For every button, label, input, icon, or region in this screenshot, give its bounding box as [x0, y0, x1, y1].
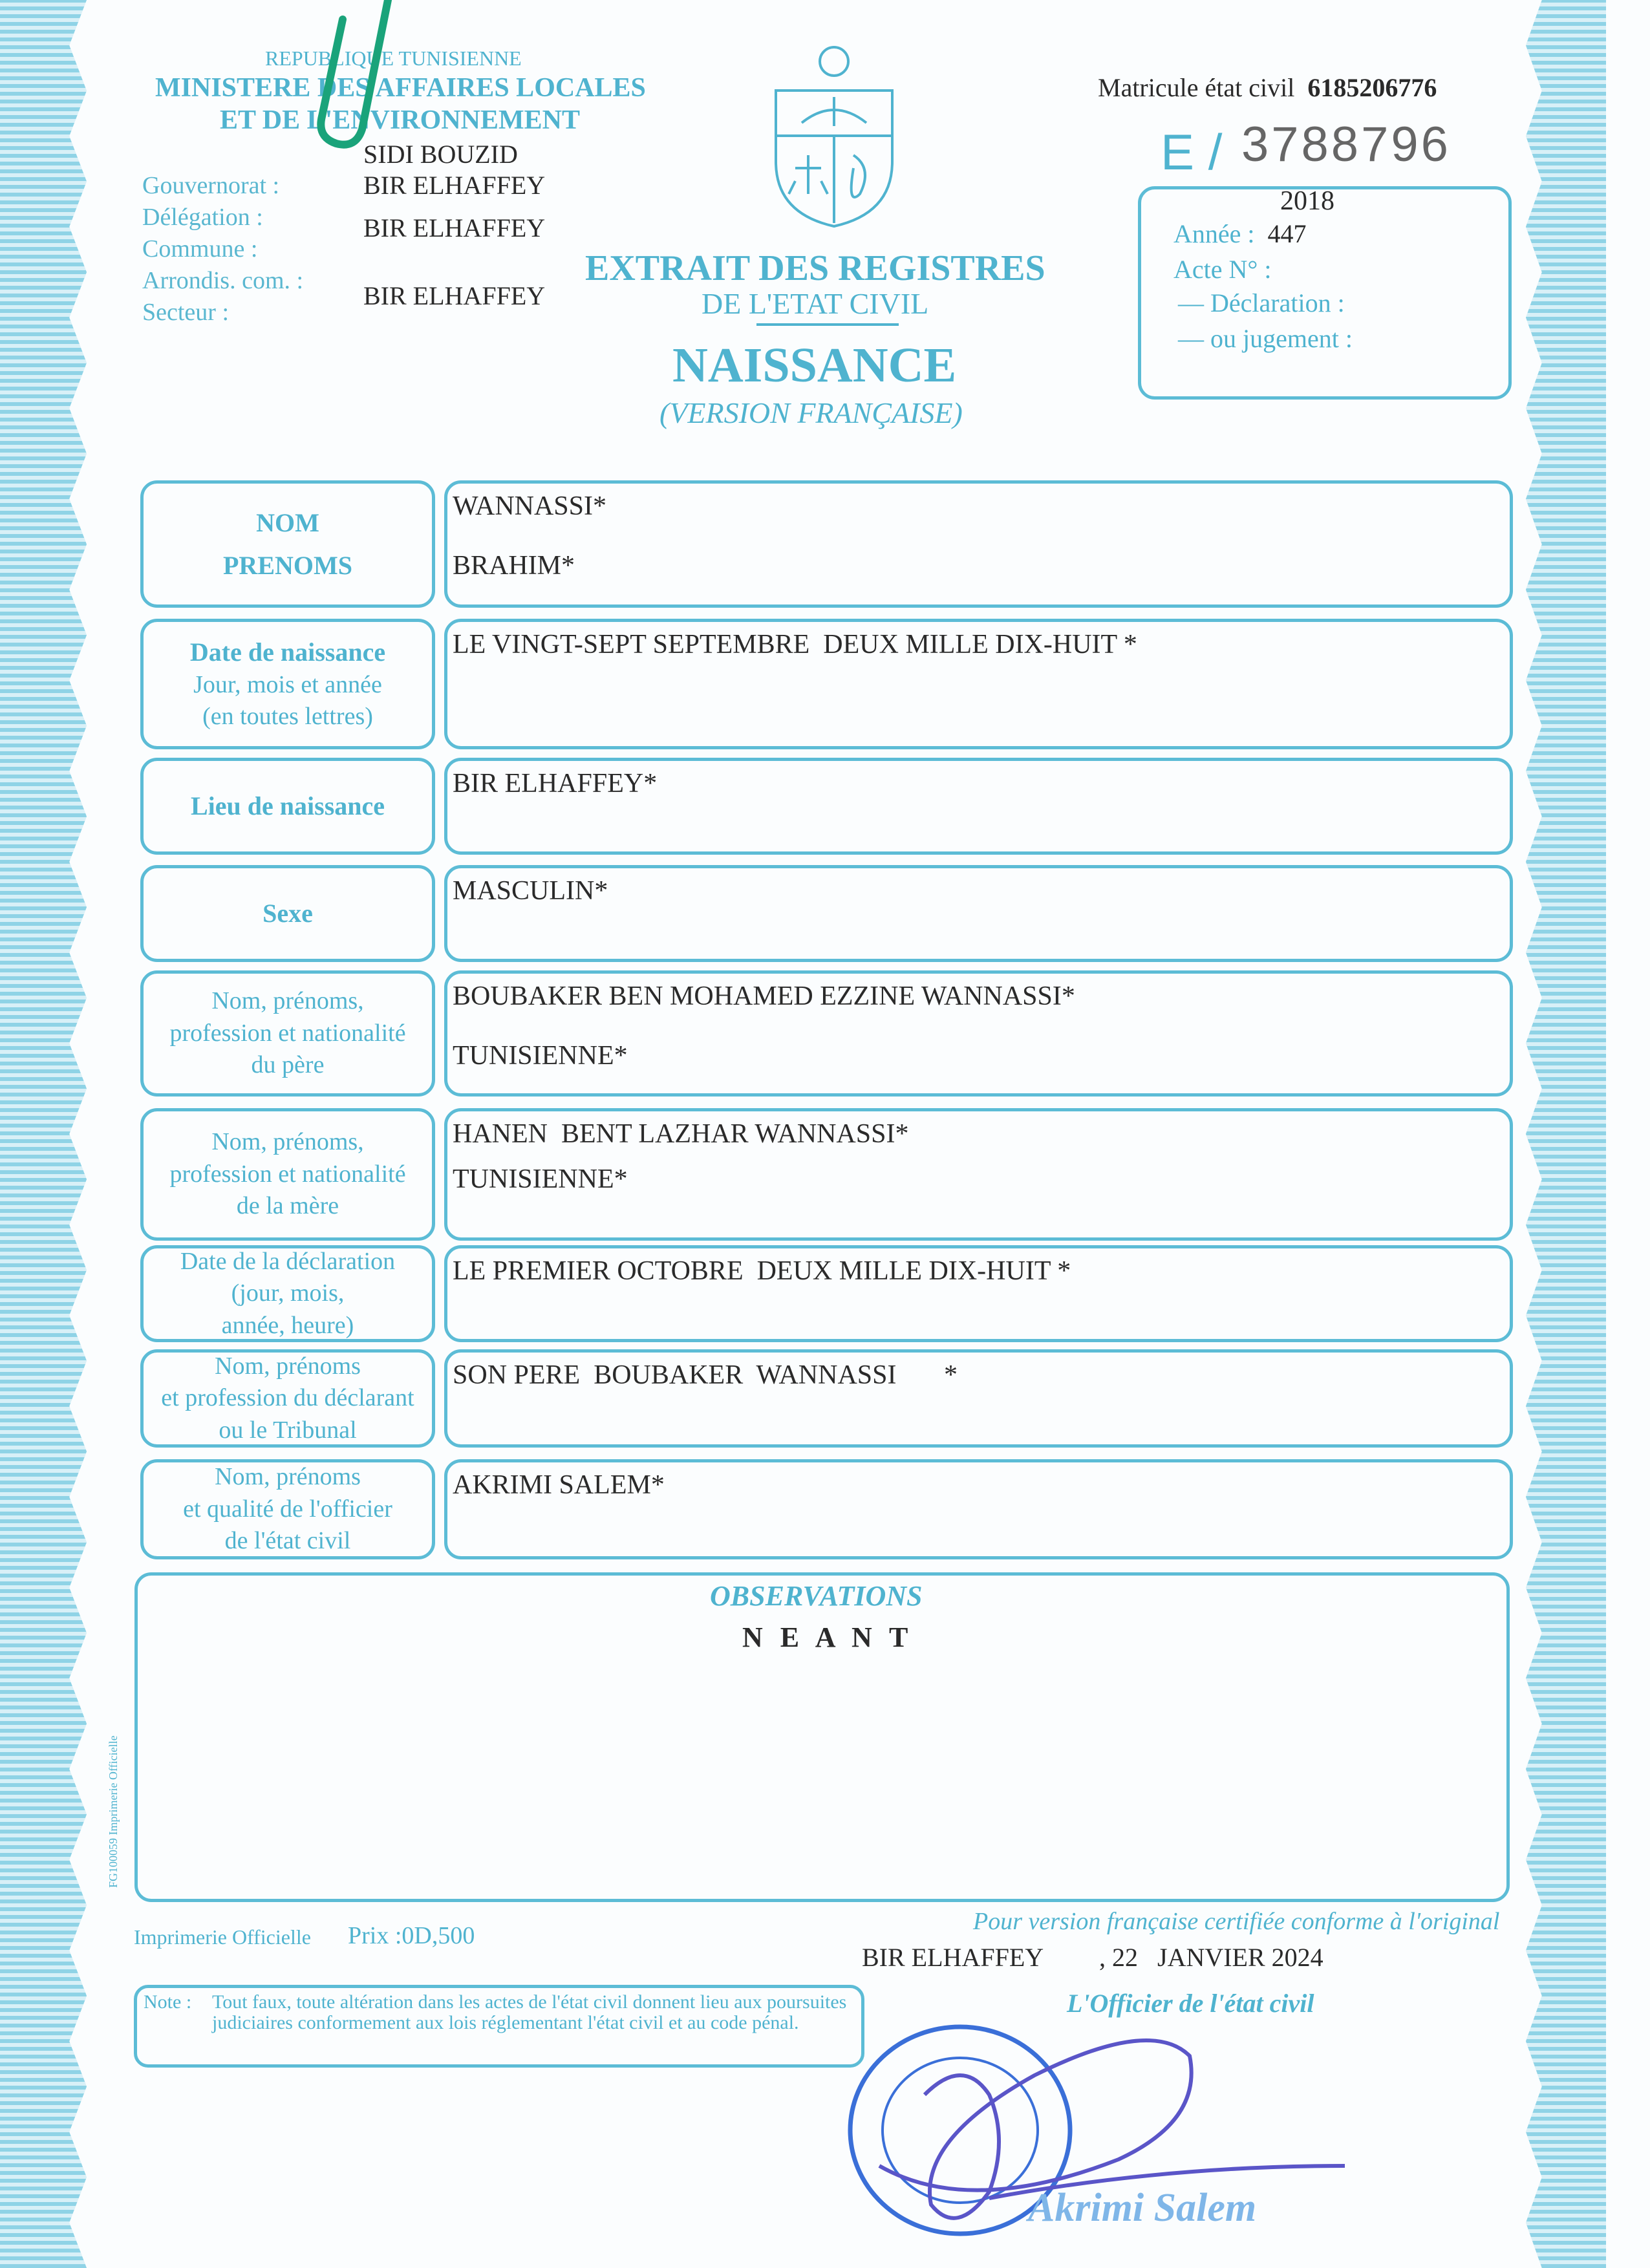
row-label-text: Date de la déclaration: [180, 1247, 396, 1275]
row-value-box: [444, 1459, 1513, 1559]
row-value-box: [444, 758, 1513, 855]
gouvernorat-value: SIDI BOUZID: [363, 140, 518, 169]
row-label-text: Sexe: [262, 899, 313, 928]
row-label-text: Nom, prénoms: [215, 1463, 361, 1491]
side-print-code: FG100059 Imprimerie Officielle: [107, 1735, 120, 1888]
declaration-label: — Déclaration :: [1178, 288, 1345, 317]
row-value-box: [444, 480, 1513, 608]
row-label-text: (en toutes lettres): [202, 703, 373, 730]
annee-value: 447: [1267, 219, 1307, 248]
row-value-text: LE VINGT-SEPT SEPTEMBRE DEUX MILLE DIX-HUIT *: [453, 630, 1137, 659]
commune-label: Commune :: [142, 235, 258, 262]
certified-text: Pour version française certifiée conforme à l'original: [973, 1908, 1500, 1935]
arrondissement-label: Arrondis. com. :: [142, 267, 304, 294]
row-label-box: [140, 1349, 435, 1448]
row-label-text: et qualité de l'officier: [183, 1495, 392, 1523]
right-guilloche-border: [1526, 0, 1606, 2268]
signature-name-stamp: Akrimi Salem: [1028, 2186, 1257, 2230]
row-label-box: [140, 619, 435, 749]
row-value-text: SON PERE BOUBAKER WANNASSI *: [453, 1360, 958, 1390]
serial-prefix: E /: [1161, 123, 1223, 180]
left-guilloche-border: [0, 0, 87, 2268]
row-label-text: Lieu de naissance: [190, 791, 385, 820]
commune-value: BIR ELHAFFEY: [363, 213, 546, 242]
row-value-text: HANEN BENT LAZHAR WANNASSI*: [453, 1119, 909, 1149]
issue-date: , 22 JANVIER 2024: [1099, 1943, 1323, 1972]
row-label-text: et profession du déclarant: [161, 1384, 414, 1412]
row-label-box: [140, 1108, 435, 1241]
imprimerie-label: Imprimerie Officielle: [134, 1925, 311, 1949]
row-label-text: année, heure): [221, 1311, 354, 1339]
paperclip-icon: [297, 0, 401, 155]
officer-title: L'Officier de l'état civil: [1067, 1989, 1314, 2018]
row-value-text: BOUBAKER BEN MOHAMED EZZINE WANNASSI*: [453, 981, 1075, 1011]
row-label-text: Date de naissance: [189, 637, 386, 667]
ministry-line2: ET DE L'ENVIRONNEMENT: [220, 105, 580, 135]
coat-of-arms-emblem: [769, 39, 899, 233]
observations-title: OBSERVATIONS: [710, 1580, 923, 1612]
title-extrait: EXTRAIT DES REGISTRES: [585, 248, 1045, 288]
row-value-text: LE PREMIER OCTOBRE DEUX MILLE DIX-HUIT *: [453, 1256, 1071, 1286]
row-value-box: [444, 619, 1513, 749]
price-label: Prix :0D,500: [348, 1922, 475, 1949]
serial-number: 3788796: [1241, 117, 1451, 172]
observations-box: [134, 1572, 1510, 1902]
row-label-box: [140, 865, 435, 962]
row-label-text: profession et nationalité: [169, 1160, 406, 1188]
row-label-box: [140, 758, 435, 855]
title-version: (VERSION FRANÇAISE): [659, 396, 963, 429]
matricule-label: Matricule état civil: [1098, 73, 1295, 102]
row-label-text: Nom, prénoms: [215, 1352, 361, 1380]
row-label-box: [140, 1459, 435, 1559]
acte-label: Acte N° :: [1173, 255, 1272, 284]
row-label-text: de l'état civil: [224, 1527, 351, 1555]
row-label-box: [140, 970, 435, 1097]
row-label-text: de la mère: [236, 1192, 339, 1220]
note-text: Tout faux, toute altération dans les actes de l'état civil donnent lieu aux poursuites judiciaires conformement aux lois réglementant l'état civil et au code pénal.: [212, 1991, 847, 2033]
row-label-text: Nom, prénoms,: [211, 1128, 364, 1156]
title-divider: [756, 323, 899, 326]
row-value-text: MASCULIN*: [453, 876, 608, 906]
title-naissance: NAISSANCE: [672, 338, 957, 392]
note-label: Note :: [144, 1991, 192, 2013]
acte-year-value: 2018: [1280, 186, 1334, 216]
ministry-line1: MINISTERE DES AFFAIRES LOCALES: [155, 73, 646, 103]
row-label-text: Jour, mois et année: [193, 670, 382, 698]
secteur-value: BIR ELHAFFEY: [363, 281, 546, 310]
row-label-text: Nom, prénoms,: [211, 987, 364, 1015]
secteur-label: Secteur :: [142, 299, 230, 326]
matricule-value: 6185206776: [1307, 73, 1437, 102]
title-etat-civil: DE L'ETAT CIVIL: [702, 287, 929, 320]
row-value-box: [444, 1108, 1513, 1241]
jugement-label: — ou jugement :: [1178, 324, 1353, 353]
row-label-text: NOM: [256, 508, 319, 537]
delegation-value: BIR ELHAFFEY: [363, 171, 546, 200]
row-value-box: [444, 1349, 1513, 1448]
delegation-label: Délégation :: [142, 204, 263, 231]
republic-label: REPUBLIQUE TUNISIENNE: [265, 47, 522, 70]
row-value-text: BRAHIM*: [453, 551, 575, 581]
row-value-box: [444, 865, 1513, 962]
row-label-text: (jour, mois,: [231, 1279, 345, 1307]
row-value-text: AKRIMI SALEM*: [453, 1470, 665, 1500]
row-value-text: TUNISIENNE*: [453, 1164, 628, 1195]
row-value-text: BIR ELHAFFEY*: [453, 769, 658, 798]
row-value-box: [444, 970, 1513, 1097]
row-label-text: ou le Tribunal: [219, 1416, 357, 1444]
row-label-text: profession et nationalité: [169, 1019, 406, 1047]
row-label-text: du père: [251, 1051, 325, 1079]
row-label-box: [140, 1245, 435, 1342]
legal-note-box: [134, 1985, 864, 2068]
row-value-text: TUNISIENNE*: [453, 1041, 628, 1071]
issue-place: BIR ELHAFFEY: [862, 1943, 1044, 1972]
observations-value: N E A N T: [742, 1621, 914, 1653]
row-value-text: WANNASSI*: [453, 491, 607, 521]
annee-label: Année :: [1173, 219, 1255, 248]
row-value-box: [444, 1245, 1513, 1342]
row-label-box: [140, 480, 435, 608]
gouvernorat-label: Gouvernorat :: [142, 172, 280, 199]
row-label-text: PRENOMS: [223, 550, 352, 580]
acte-box: [1138, 186, 1512, 400]
